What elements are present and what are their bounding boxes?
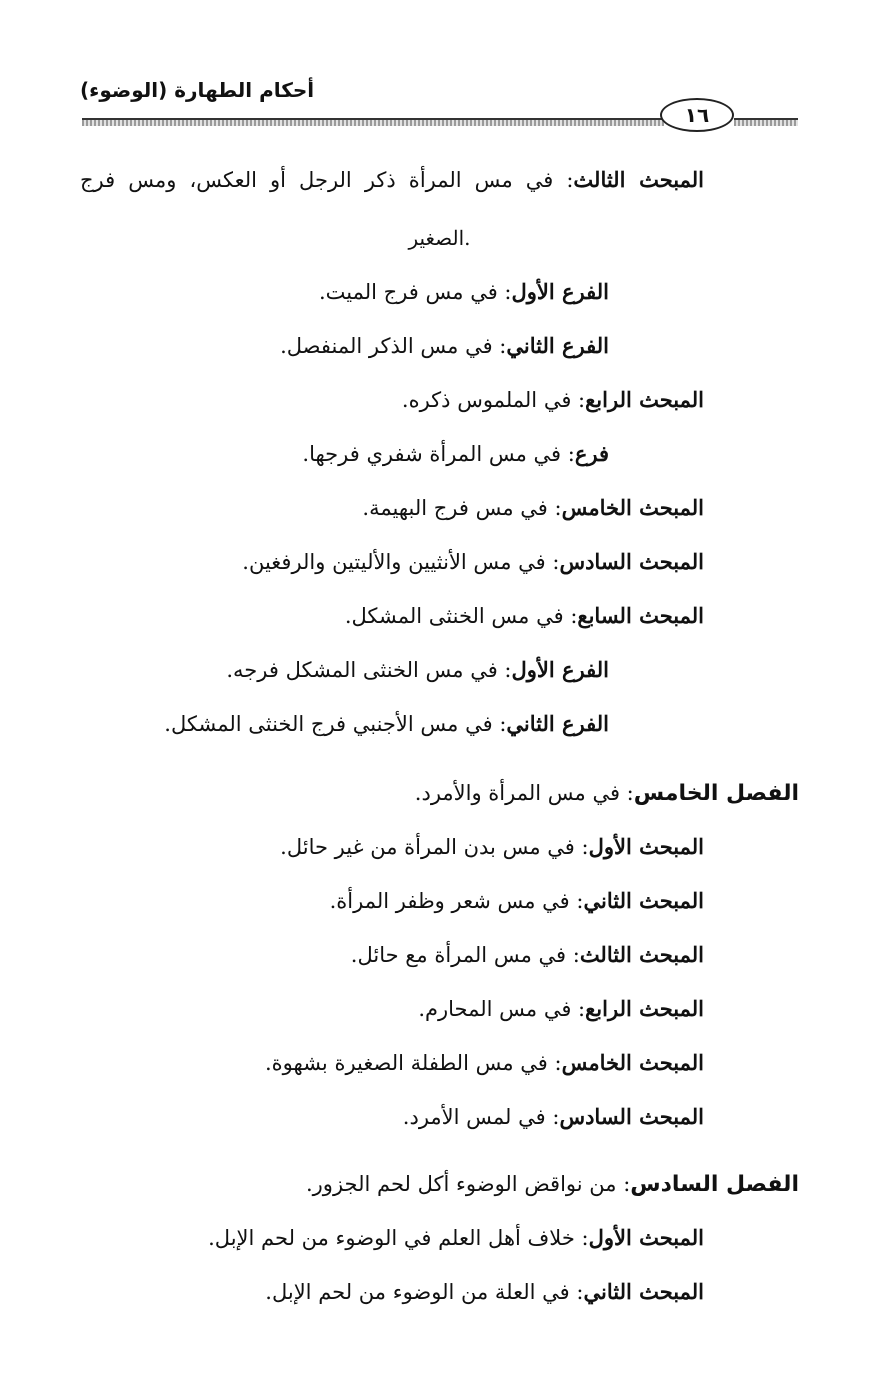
toc-entry (80, 163, 704, 197)
toc-entry (226, 653, 609, 687)
toc-entry-text: : في مس الطفلة الصغيرة بشهوة. (264, 1051, 562, 1075)
toc-entry (280, 830, 704, 864)
toc-entry-label: الفرع الأول (511, 279, 609, 304)
toc-entry-text: : في مس المرأة مع حائل. (350, 943, 580, 967)
toc-chapter-entry (415, 776, 799, 811)
toc-entry-text: : في مس المرأة والأمرد. (414, 781, 634, 805)
header-rule (82, 118, 664, 126)
toc-entry (418, 992, 704, 1026)
toc-entry-label: المبحث الثالث (573, 167, 704, 192)
toc-entry (402, 383, 704, 417)
toc-entry (265, 1046, 704, 1080)
toc-entry-label: المبحث الخامس (561, 1050, 704, 1075)
toc-entry-text: : في الملموس ذكره. (401, 388, 586, 412)
toc-entry-text: : في مس الأنثيين والأليتين والرفغين. (242, 550, 560, 574)
toc-entry (345, 599, 704, 633)
toc-entry-text: : في مس المحارم. (418, 997, 586, 1021)
running-header-title: أحكام الطهارة (الوضوء) (80, 78, 315, 102)
toc-entry-label: المبحث الثاني (583, 1279, 704, 1304)
toc-entry-label: المبحث الخامس (561, 495, 704, 520)
toc-entry-text: : في مس بدن المرأة من غير حائل. (280, 835, 589, 859)
toc-entry-text: : في مس فرج البهيمة. (362, 496, 562, 520)
toc-entry-text: : في لمس الأمرد. (402, 1105, 560, 1129)
toc-entry-label: المبحث السادس (559, 1104, 704, 1129)
toc-entry-label: الفصل السادس (630, 1172, 799, 1197)
toc-entry-label: الفرع الثاني (506, 333, 609, 358)
toc-entry-text: : في مس فرج الميت. (318, 280, 512, 304)
header-rule (734, 118, 798, 126)
toc-entry-text: : في مس الخنثى المشكل فرجه. (226, 658, 512, 682)
toc-entry (319, 275, 609, 309)
page-number: ١٦ (660, 98, 734, 132)
toc-entry (208, 1221, 704, 1255)
toc-entry-label: المبحث الأول (588, 834, 704, 859)
toc-entry-label: المبحث الأول (588, 1225, 704, 1250)
toc-entry (403, 1100, 704, 1134)
toc-entry-label: المبحث الرابع (585, 387, 704, 412)
toc-entry-text: : في مس المرأة شفري فرجها. (302, 442, 575, 466)
toc-entry-label: المبحث السابع (577, 603, 704, 628)
toc-entry-label: الفصل الخامس (633, 781, 799, 806)
toc-entry (164, 707, 609, 741)
toc-entry-text: : خلاف أهل العلم في الوضوء من لحم الإبل. (208, 1226, 589, 1250)
toc-entry (302, 437, 609, 471)
toc-entry-label: المبحث الثاني (583, 888, 704, 913)
toc-chapter-entry (306, 1167, 799, 1202)
toc-entry (280, 329, 609, 363)
toc-entry-label: المبحث الثالث (579, 942, 704, 967)
toc-entry (351, 938, 704, 972)
toc-entry-label: المبحث الرابع (585, 996, 704, 1021)
toc-entry-text: : في مس المرأة ذكر الرجل أو العكس، ومس فرج (80, 168, 574, 192)
toc-entry-text: : في مس شعر وظفر المرأة. (329, 889, 584, 913)
toc-entry-label: المبحث السادس (559, 549, 704, 574)
toc-entry-text: : من نواقض الوضوء أكل لحم الجزور. (305, 1172, 631, 1196)
toc-entry-text: : في مس الأجنبي فرج الخنثى المشكل. (164, 712, 507, 736)
toc-entry-label: الفرع الثاني (506, 711, 609, 736)
toc-entry-text: : في مس الذكر المنفصل. (280, 334, 507, 358)
toc-entry (330, 884, 704, 918)
toc-entry-label: فرع (574, 441, 609, 466)
toc-entry (362, 491, 704, 525)
toc-entry-continuation: الصغير. (408, 226, 471, 250)
toc-entry (242, 545, 704, 579)
toc-entry (265, 1275, 704, 1309)
toc-entry-label: الفرع الأول (511, 657, 609, 682)
toc-entry-text: : في مس الخنثى المشكل. (344, 604, 578, 628)
toc-entry-text: : في العلة من الوضوء من لحم الإبل. (265, 1280, 584, 1304)
